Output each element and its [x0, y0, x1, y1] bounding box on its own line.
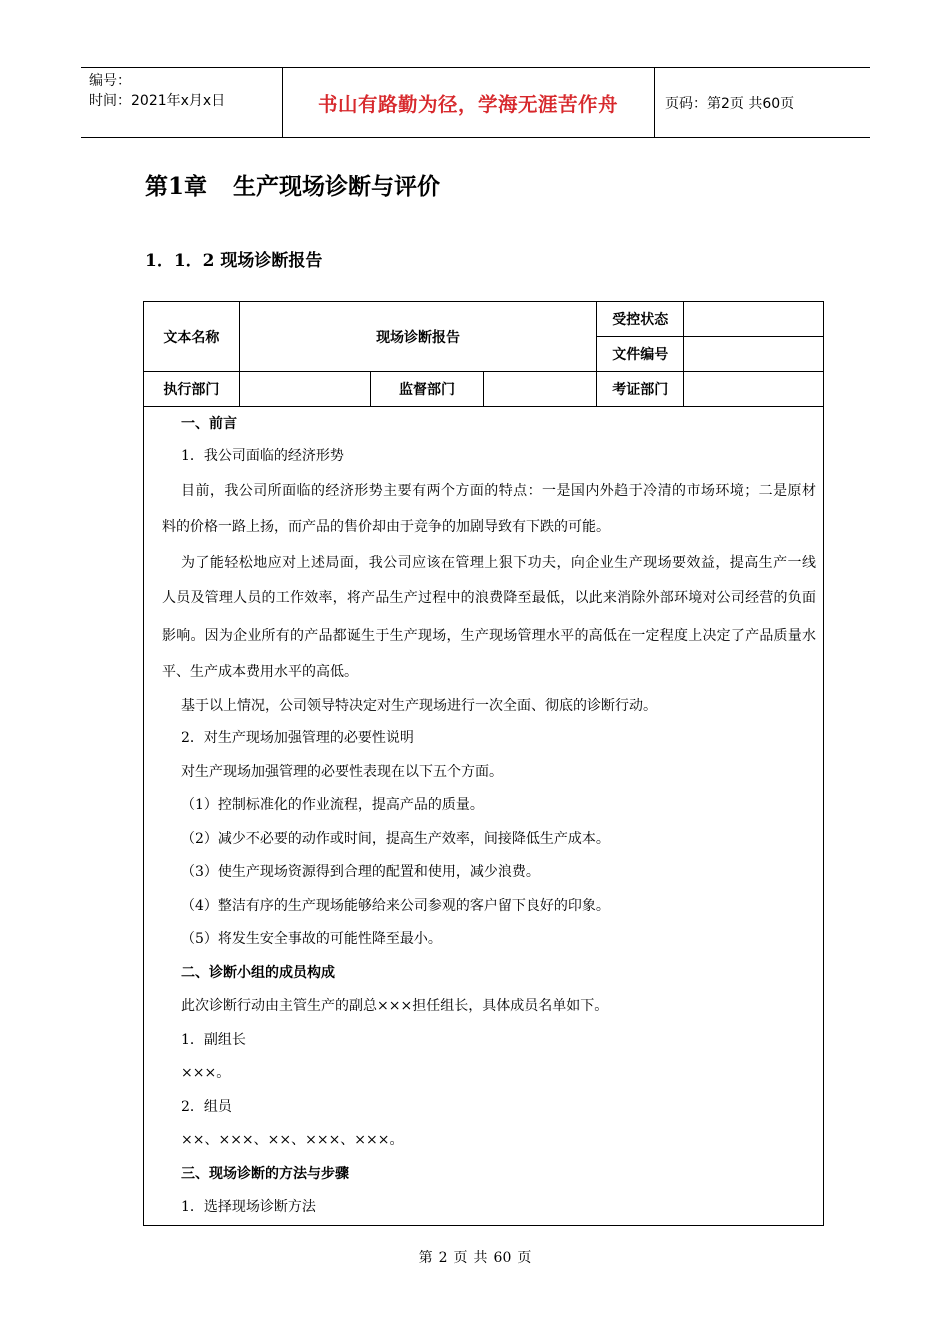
list-item: （1）控制标准化的作业流程，提高产品的质量。 — [181, 797, 484, 813]
paragraph-line: ×××。 — [181, 1065, 231, 1081]
subheading-economic: 1．我公司面临的经济形势 — [181, 448, 344, 464]
list-item: （3）使生产现场资源得到合理的配置和使用，减少浪费。 — [181, 864, 540, 880]
exec-dept-label: 执行部门 — [144, 372, 240, 407]
footer-word: 共 — [473, 1250, 488, 1266]
subheading-necessity: 2．对生产现场加强管理的必要性说明 — [181, 730, 414, 746]
document-number-label: 编号： — [89, 73, 131, 89]
section-title: 1．1．2 现场诊断报告 — [145, 251, 323, 271]
subheading-method-select: 1．选择现场诊断方法 — [181, 1199, 316, 1215]
supervise-dept-value — [484, 372, 597, 407]
verify-dept-label: 考证部门 — [597, 372, 684, 407]
footer-total-pages: 60 — [493, 1250, 512, 1266]
file-number-label: 文件编号 — [597, 337, 684, 372]
paragraph-line: 对生产现场加强管理的必要性表现在以下五个方面。 — [181, 764, 503, 780]
paragraph-line: ××、×××、××、×××、×××。 — [181, 1132, 404, 1148]
page-footer — [0, 1247, 950, 1267]
control-status-label: 受控状态 — [597, 302, 684, 337]
exec-dept-value — [239, 372, 370, 407]
subheading-deputy: 1．副组长 — [181, 1032, 246, 1048]
doc-name-label: 文本名称 — [144, 302, 240, 372]
verify-dept-value — [684, 372, 824, 407]
chapter-name: 生产现场诊断与评价 — [233, 173, 441, 200]
footer-word: 页 — [517, 1250, 532, 1266]
heading-preface: 一、前言 — [181, 416, 237, 432]
control-status-value — [684, 302, 824, 337]
document-time-label: 时间：2021年x月x日 — [89, 93, 226, 109]
chapter-title — [145, 168, 440, 201]
subheading-members: 2．组员 — [181, 1099, 232, 1115]
footer-word: 页 — [453, 1250, 468, 1266]
list-item: （4）整洁有序的生产现场能够给来公司参观的客户留下良好的印象。 — [181, 898, 610, 914]
file-number-value — [684, 337, 824, 372]
header-motto: 书山有路勤为径，学海无涯苦作舟 — [317, 92, 618, 116]
heading-team: 二、诊断小组的成员构成 — [181, 965, 335, 981]
footer-word: 第 — [418, 1250, 433, 1266]
paragraph-line: 目前，我公司所面临的经济形势主要有两个方面的特点：一是国内外趋于冷清的市场环境；二是原材 — [181, 483, 816, 499]
list-item: （2）减少不必要的动作或时间，提高生产效率，间接降低生产成本。 — [181, 831, 610, 847]
header-info — [89, 71, 225, 111]
paragraph-line: 平、生产成本费用水平的高低。 — [162, 664, 358, 680]
paragraph-line: 基于以上情况，公司领导特决定对生产现场进行一次全面、彻底的诊断行动。 — [181, 698, 657, 714]
header-page-info: 页码：第2页 共60页 — [665, 95, 795, 112]
paragraph-line: 人员及管理人员的工作效率，将产品生产过程中的浪费降至最低，以此来消除外部环境对公司经营的负面 — [162, 590, 816, 606]
paragraph-line: 影响。因为企业所有的产品都诞生于生产现场，生产现场管理水平的高低在一定程度上决定了产品质量水 — [162, 628, 816, 644]
supervise-dept-label: 监督部门 — [370, 372, 484, 407]
paragraph-line: 为了能轻松地应对上述局面，我公司应该在管理上狠下功夫，向企业生产现场要效益，提高生产一线 — [181, 555, 816, 571]
footer-page-number: 2 — [438, 1250, 448, 1266]
header-divider — [654, 68, 655, 137]
heading-methods: 三、现场诊断的方法与步骤 — [181, 1166, 349, 1182]
paragraph-line: 料的价格一路上扬，而产品的售价却由于竞争的加剧导致有下跌的可能。 — [162, 519, 610, 535]
document-meta-table — [143, 301, 824, 407]
chapter-number: 第1章 — [145, 173, 208, 200]
doc-name-value: 现场诊断报告 — [239, 302, 596, 372]
page-header — [81, 67, 870, 138]
list-item: （5）将发生安全事故的可能性降至最小。 — [181, 931, 442, 947]
paragraph-line: 此次诊断行动由主管生产的副总×××担任组长，具体成员名单如下。 — [181, 998, 609, 1014]
